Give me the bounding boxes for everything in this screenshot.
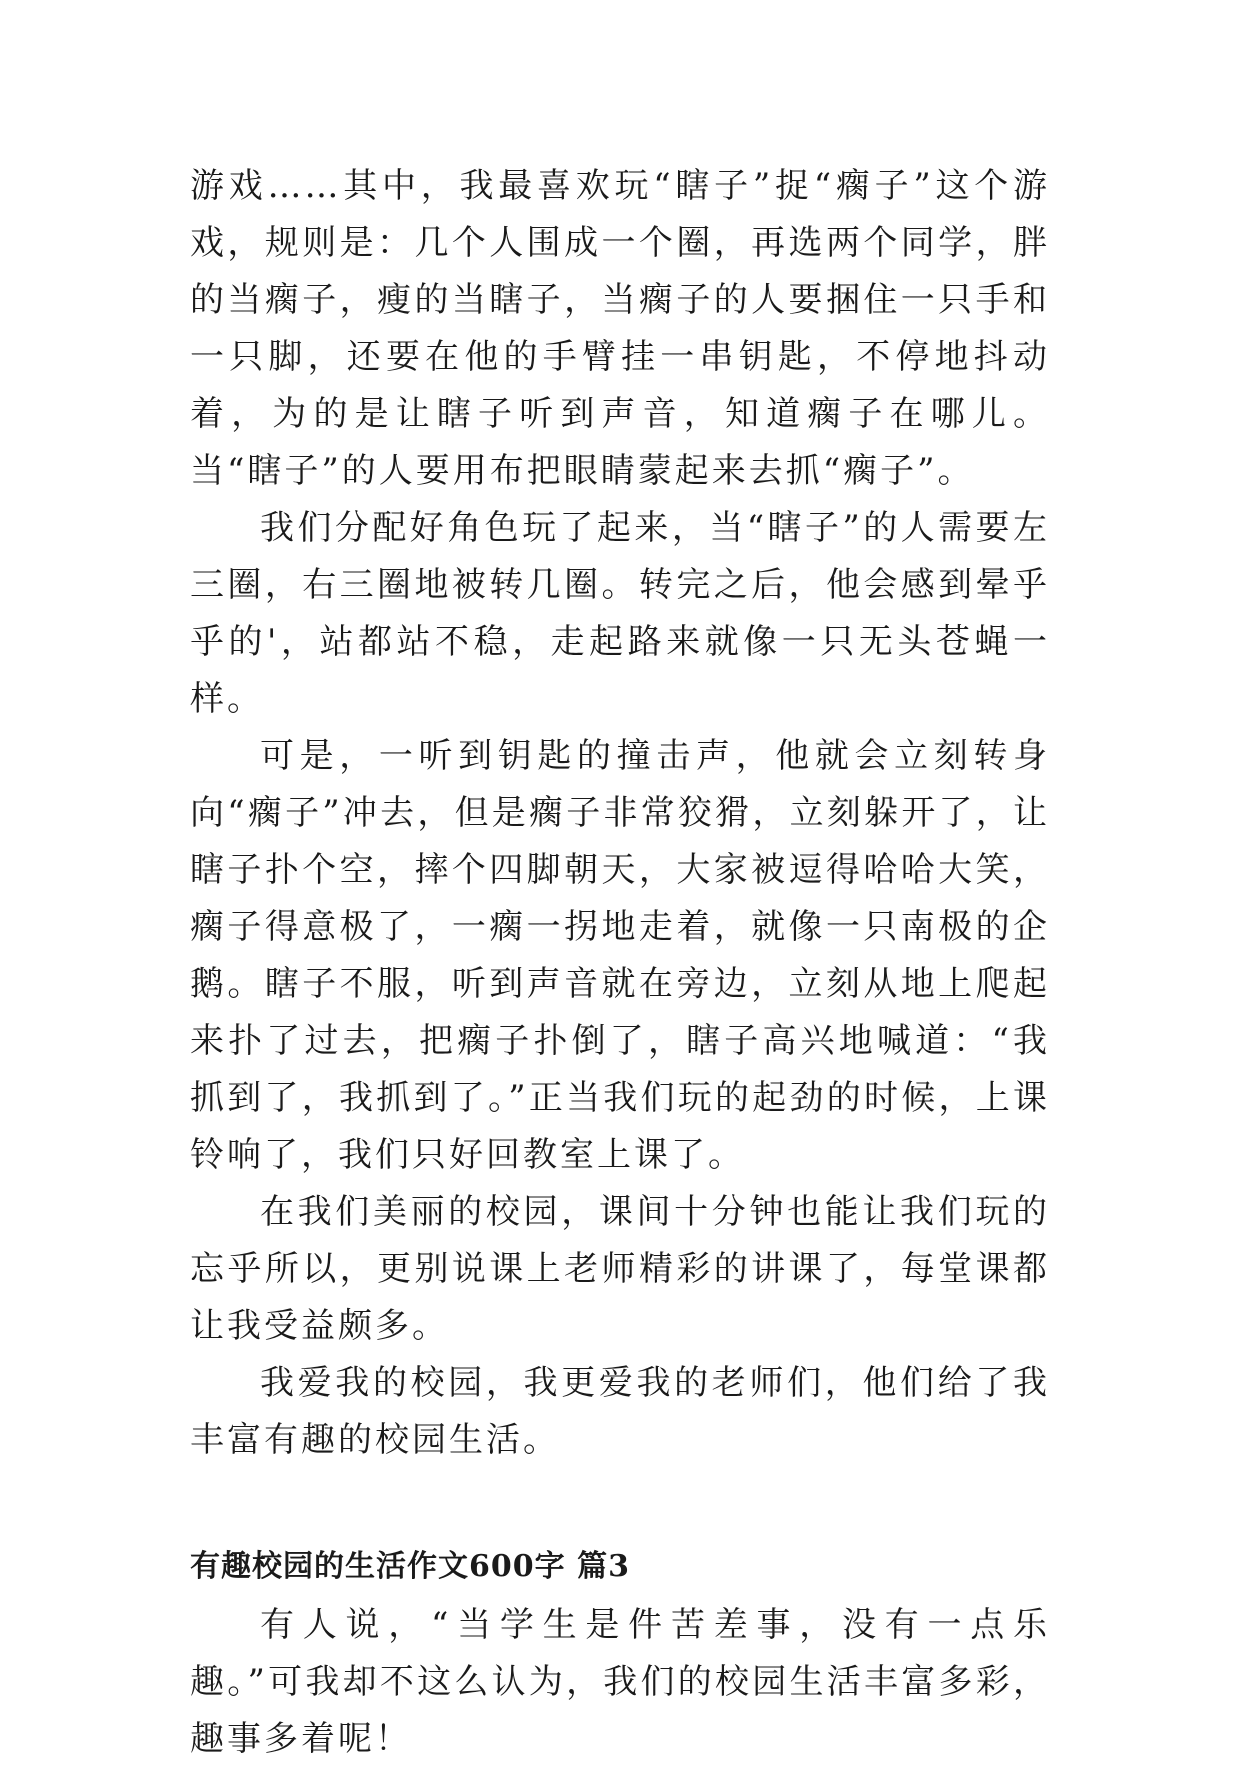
paragraph-recess: 在我们美丽的校园，课间十分钟也能让我们玩的忘乎所以，更别说课上老师精彩的讲课了，每堂课都让我受益颇多。 bbox=[190, 1192, 1050, 1346]
document-page bbox=[190, 158, 1050, 1768]
paragraph-conclusion: 我爱我的校园，我更爱我的老师们，他们给了我丰富有趣的校园生活。 bbox=[190, 1363, 1050, 1460]
paragraph-chase: 可是，一听到钥匙的撞击声，他就会立刻转身向“瘸子”冲去，但是瘸子非常狡猾，立刻躲开了，让瞎子扑个空，摔个四脚朝天，大家被逗得哈哈大笑，瘸子得意极了，一瘸一拐地走着，就像一只南极的企鹅。瞎子不服，听到声音就在旁边，立刻从地上爬起来扑了过去，把瘸子扑倒了，瞎子高兴地喊道：“我抓到了，我抓到了。”正当我们玩的起劲的时候，上课铃响了，我们只好回教室上课了。 bbox=[190, 736, 1050, 1175]
section-heading: 有趣校园的生活作文600字 篇3 bbox=[190, 1549, 630, 1584]
paragraph-game-rules: 游戏……其中，我最喜欢玩“瞎子”捉“瘸子”这个游戏，规则是：几个人围成一个圈，再选两个同学，胖的当瘸子，瘦的当瞎子，当瘸子的人要捆住一只手和一只脚，还要在他的手臂挂一串钥匙，不停地抖动着，为的是让瞎子听到声音，知道瘸子在哪儿。当“瞎子”的人要用布把眼睛蒙起来去抓“瘸子”。 bbox=[190, 166, 1050, 491]
paragraph-roles: 我们分配好角色玩了起来，当“瞎子”的人需要左三圈，右三圈地被转几圈。转完之后，他会感到晕乎乎的'，站都站不稳，走起路来就像一只无头苍蝇一样。 bbox=[190, 508, 1050, 719]
paragraph-section3-intro: 有人说，“当学生是件苦差事，没有一点乐趣。”可我却不这么认为，我们的校园生活丰富多彩，趣事多着呢！ bbox=[190, 1605, 1050, 1759]
